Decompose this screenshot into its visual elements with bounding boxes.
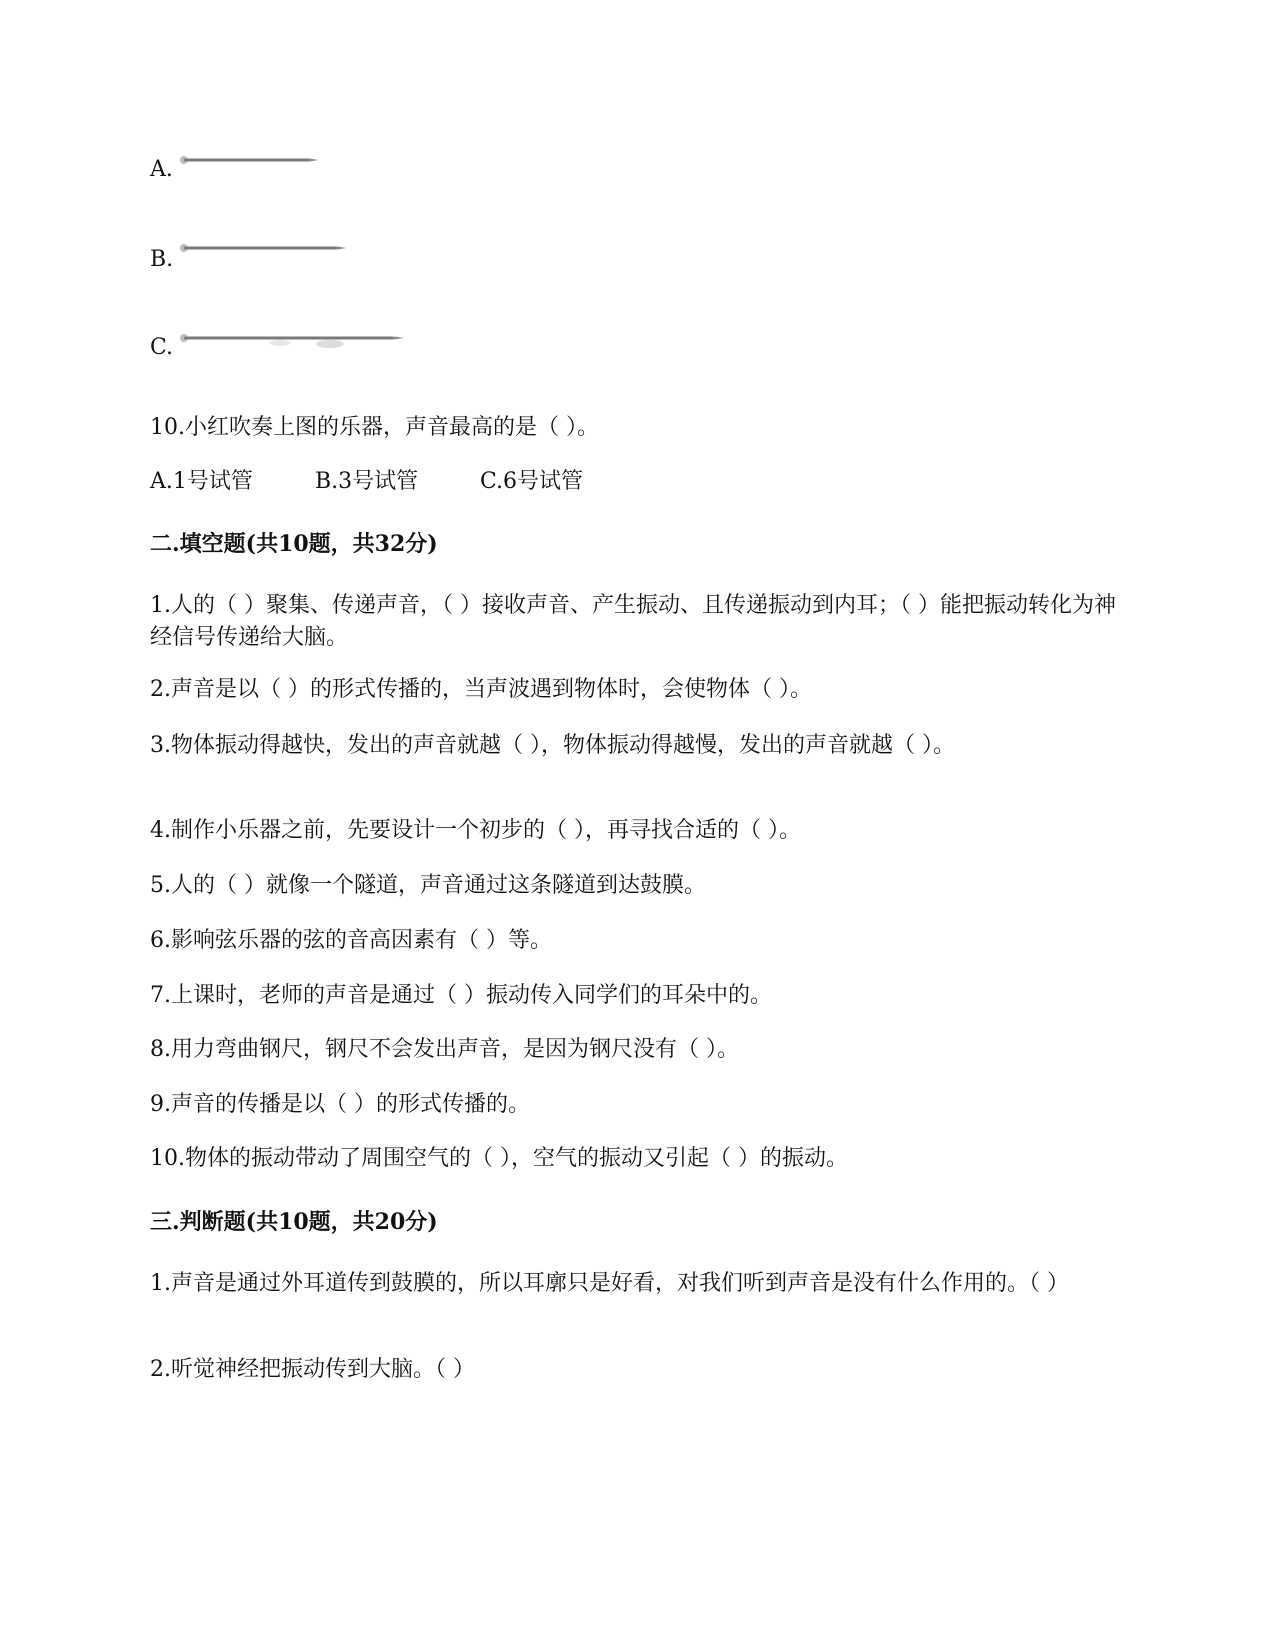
judge-question-2: 2.听觉神经把振动传到大脑。（ ） [150, 1357, 475, 1382]
section-3-title: 三.判断题(共10题，共20分) [150, 1209, 438, 1235]
fill-question-1: 1.人的（ ）聚集、传递声音，（ ）接收声音、产生振动、且传递振动到内耳；（ ）能把振动转化为神经信号传递给大脑。 [150, 593, 1116, 650]
question-10-choices [150, 466, 583, 498]
option-b-label: B. [150, 247, 174, 272]
fill-question-4: 4.制作小乐器之前，先要设计一个初步的（ ），再寻找合适的（ ）。 [150, 818, 801, 843]
needle-c-image [180, 328, 410, 354]
fill-question-2: 2.声音是以（ ）的形式传播的，当声波遇到物体时，会使物体（ ）。 [150, 677, 812, 702]
fill-question-10: 10.物体的振动带动了周围空气的（ ），空气的振动又引起（ ）的振动。 [150, 1146, 848, 1171]
needle-a-image [180, 150, 320, 170]
choice-b: B.3号试管 [315, 469, 419, 494]
fill-question-6: 6.影响弦乐器的弦的音高因素有（ ）等。 [150, 928, 552, 953]
option-c-label: C. [150, 335, 174, 360]
needle-b-image [180, 238, 350, 258]
judge-question-1: 1.声音是通过外耳道传到鼓膜的，所以耳廓只是好看，对我们听到声音是没有什么作用的。（ ） [150, 1271, 1069, 1296]
section-2-title: 二.填空题(共10题，共32分) [150, 531, 438, 557]
choice-a: A.1号试管 [150, 469, 253, 494]
fill-question-9: 9.声音的传播是以（ ）的形式传播的。 [150, 1092, 530, 1117]
option-a-label: A. [150, 157, 173, 182]
fill-question-3: 3.物体振动得越快，发出的声音就越（ ），物体振动得越慢，发出的声音就越（ ）。 [150, 733, 955, 758]
fill-question-5: 5.人的（ ）就像一个隧道，声音通过这条隧道到达鼓膜。 [150, 873, 706, 898]
fill-question-8: 8.用力弯曲钢尺，钢尺不会发出声音，是因为钢尺没有（ ）。 [150, 1037, 739, 1062]
question-10-text: 10.小红吹奏上图的乐器，声音最高的是（ ）。 [150, 415, 599, 440]
fill-question-7: 7.上课时，老师的声音是通过（ ）振动传入同学们的耳朵中的。 [150, 983, 772, 1008]
choice-c: C.6号试管 [480, 469, 584, 494]
